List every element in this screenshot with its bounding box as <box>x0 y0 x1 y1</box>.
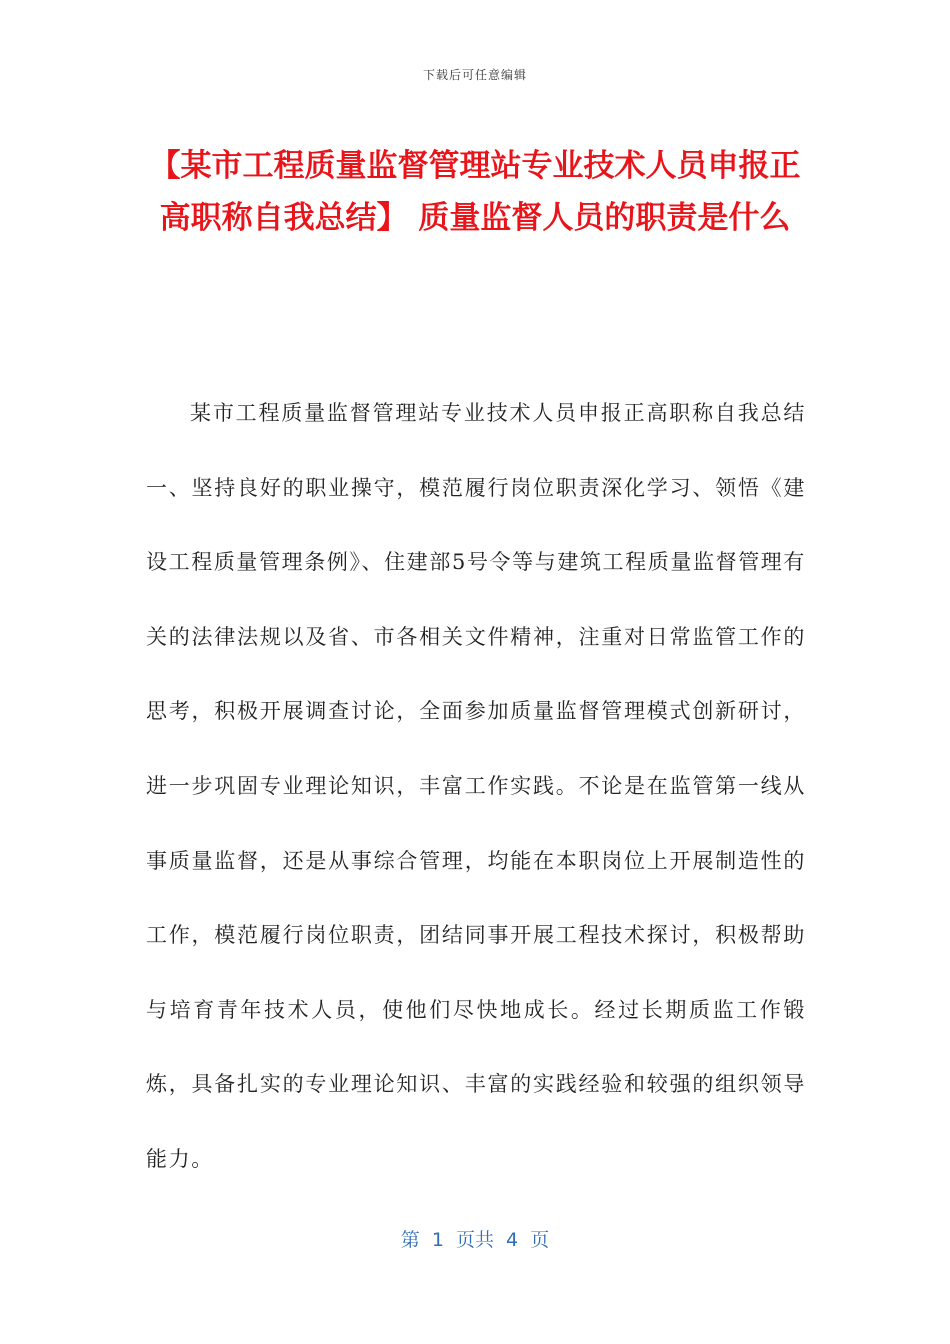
page-label-suffix: 页 <box>530 1229 550 1251</box>
page-label-mid: 页共 <box>455 1229 494 1251</box>
document-title: 【某市工程质量监督管理站专业技术人员申报正高职称自我总结】 质量监督人员的职责是什么 <box>149 148 801 236</box>
header-note: 下载后可任意编辑 <box>422 68 527 82</box>
current-page-number: 1 <box>431 1229 444 1251</box>
body-paragraph: 某市工程质量监督管理站专业技术人员申报正高职称自我总结一、坚持良好的职业操守，模范履行岗位职责深化学习、领悟《建设工程质量管理条例》、住建部5号令等与建筑工程质量监督管理有关的法律法规以及省、市各相关文件精神，注重对日常监管工作的思考，积极开展调查讨论，全面参加质量监督管理模式创新研讨，进一步巩固专业理论知识，丰富工作实践。不论是在监管第一线从事质量监督，还是从事综合管理，均能在本职岗位上开展制造性的工作，模范履行岗位职责，团结同事开展工程技术探讨，积极帮助与培育青年技术人员，使他们尽快地成长。经过长期质监工作锻炼，具备扎实的专业理论知识、丰富的实践经验和较强的组织领导能力。 <box>146 401 806 1171</box>
total-pages-number: 4 <box>506 1229 519 1251</box>
page-footer <box>0 1225 950 1252</box>
page-label-prefix: 第 <box>400 1229 420 1251</box>
